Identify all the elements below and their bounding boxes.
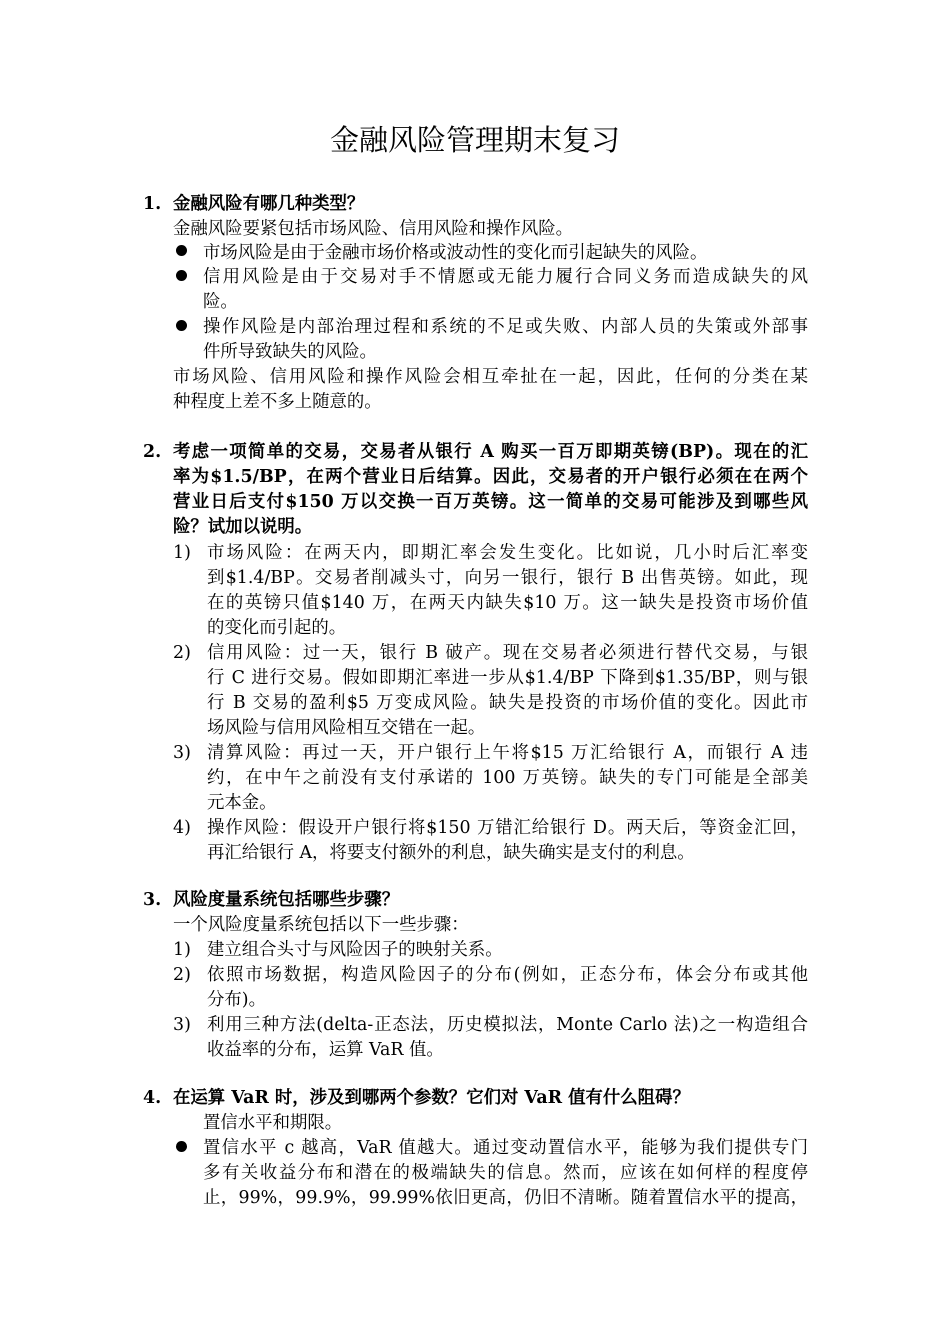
q2-item-2-line-2: 行 C 进行交易。假如即期汇率进一步从$1.4/BP 下降到$1.35/BP，则与银 [207, 668, 808, 688]
q2-item-3-number: 3) [173, 743, 191, 763]
q2-item-4-line-2: 再汇给银行 A，将要支付额外的利息，缺失确实是支付的利息。 [207, 843, 695, 863]
q2-question-line-3: 营业日后支付$150 万以交换一百万英镑。这一简单的交易可能涉及到哪些风 [173, 492, 808, 512]
q3-item-3-line-2: 收益率的分布，运算 VaR 值。 [207, 1040, 444, 1060]
q4-bullet-line-1: 置信水平 c 越高，VaR 值越大。通过变动置信水平，能够为我们提供专门 [203, 1138, 808, 1158]
q2-item-1-line-4: 的变化而引起的。 [207, 618, 347, 638]
q2-item-4-number: 4) [173, 818, 191, 838]
q3-item-1-number: 1) [173, 940, 191, 960]
q2-question-line-2: 率为$1.5/BP，在两个营业日后结算。因此，交易者的开户银行必须在在两个 [173, 467, 808, 487]
bullet-icon [176, 320, 187, 331]
q2-item-3-line-2: 约，在中午之前没有支付承诺的 100 万英镑。缺失的专门可能是全部美 [207, 768, 808, 788]
q2-question-line-1: 考虑一项简单的交易，交易者从银行 A 购买一百万即期英镑(BP)。现在的汇 [173, 442, 808, 462]
q1-intro: 金融风险要紧包括市场风险、信用风险和操作风险。 [173, 219, 573, 239]
q3-item-3-number: 3) [173, 1015, 191, 1035]
bullet-icon [176, 245, 187, 256]
q1-question: 金融风险有哪几种类型？ [173, 194, 365, 214]
q2-item-1-line-1: 市场风险：在两天内，即期汇率会发生变化。比如说，几小时后汇率变 [207, 543, 808, 563]
q1-bullet-2-line-2: 险。 [203, 292, 238, 312]
q4-bullet-line-3: 止，99%，99.9%，99.99%依旧更高，仍旧不清晰。随着置信水平的提高， [203, 1188, 808, 1208]
q2-item-1-line-3: 在的英镑只值$140 万，在两天内缺失$10 万。这一缺失是投资市场价值 [207, 593, 808, 613]
q2-item-1-line-2: 到$1.4/BP。交易者削减头寸，向另一银行，银行 B 出售英镑。如此，现 [207, 568, 808, 588]
q1-number: 1. [143, 194, 162, 214]
q1-bullet-3-line-2: 件所导致缺失的风险。 [203, 342, 377, 362]
q4-number: 4. [143, 1088, 162, 1108]
q3-item-2-number: 2) [173, 965, 191, 985]
q4-intro: 置信水平和期限。 [203, 1113, 343, 1133]
q2-item-4-line-1: 操作风险：假设开户银行将$150 万错汇给银行 D。两天后，等资金汇回， [207, 818, 808, 838]
page-title: 金融风险管理期末复习 [329, 123, 620, 157]
q3-intro: 一个风险度量系统包括以下一些步骤： [173, 915, 469, 935]
q1-bullet-1-line-1: 市场风险是由于金融市场价格或波动性的变化而引起缺失的风险。 [203, 243, 708, 263]
q3-number: 3. [143, 890, 162, 910]
q3-item-1-line-1: 建立组合头寸与风险因子的映射关系。 [207, 940, 503, 960]
q4-bullet-line-2: 多有关收益分布和潜在的极端缺失的信息。然而，应该在如何样的程度停 [203, 1163, 808, 1183]
q2-item-2-line-1: 信用风险：过一天，银行 B 破产。现在交易者必须进行替代交易，与银 [207, 643, 808, 663]
bullet-icon [176, 1141, 187, 1152]
q3-question: 风险度量系统包括哪些步骤？ [173, 890, 400, 910]
q1-bullet-2-line-1: 信用风险是由于交易对手不情愿或无能力履行合同义务而造成缺失的风 [203, 267, 808, 287]
bullet-icon [176, 270, 187, 281]
q1-bullet-3-line-1: 操作风险是内部治理过程和系统的不足或失败、内部人员的失策或外部事 [203, 317, 808, 337]
q2-item-2-line-3: 行 B 交易的盈利$5 万变成风险。缺失是投资的市场价值的变化。因此市 [207, 693, 808, 713]
q2-question-line-4: 险？试加以说明。 [173, 517, 313, 537]
q2-item-3-line-3: 元本金。 [207, 793, 277, 813]
q2-item-2-line-4: 场风险与信用风险相互交错在一起。 [207, 718, 486, 738]
q2-number: 2. [143, 442, 162, 462]
q1-outro-line-2: 种程度上差不多上随意的。 [173, 392, 382, 412]
q4-question: 在运算 VaR 时，涉及到哪两个参数？它们对 VaR 值有什么阻碍？ [173, 1088, 690, 1108]
q2-item-3-line-1: 清算风险：再过一天，开户银行上午将$15 万汇给银行 A，而银行 A 违 [207, 743, 808, 763]
q3-item-2-line-2: 分布)。 [207, 990, 266, 1010]
q2-item-2-number: 2) [173, 643, 191, 663]
q3-item-2-line-1: 依照市场数据，构造风险因子的分布(例如，正态分布，体会分布或其他 [207, 965, 808, 985]
q2-item-1-number: 1) [173, 543, 191, 563]
q3-item-3-line-1: 利用三种方法(delta-正态法，历史模拟法，Monte Carlo 法)之一构造组合 [207, 1015, 808, 1035]
q1-outro-line-1: 市场风险、信用风险和操作风险会相互牵扯在一起，因此，任何的分类在某 [173, 367, 808, 387]
